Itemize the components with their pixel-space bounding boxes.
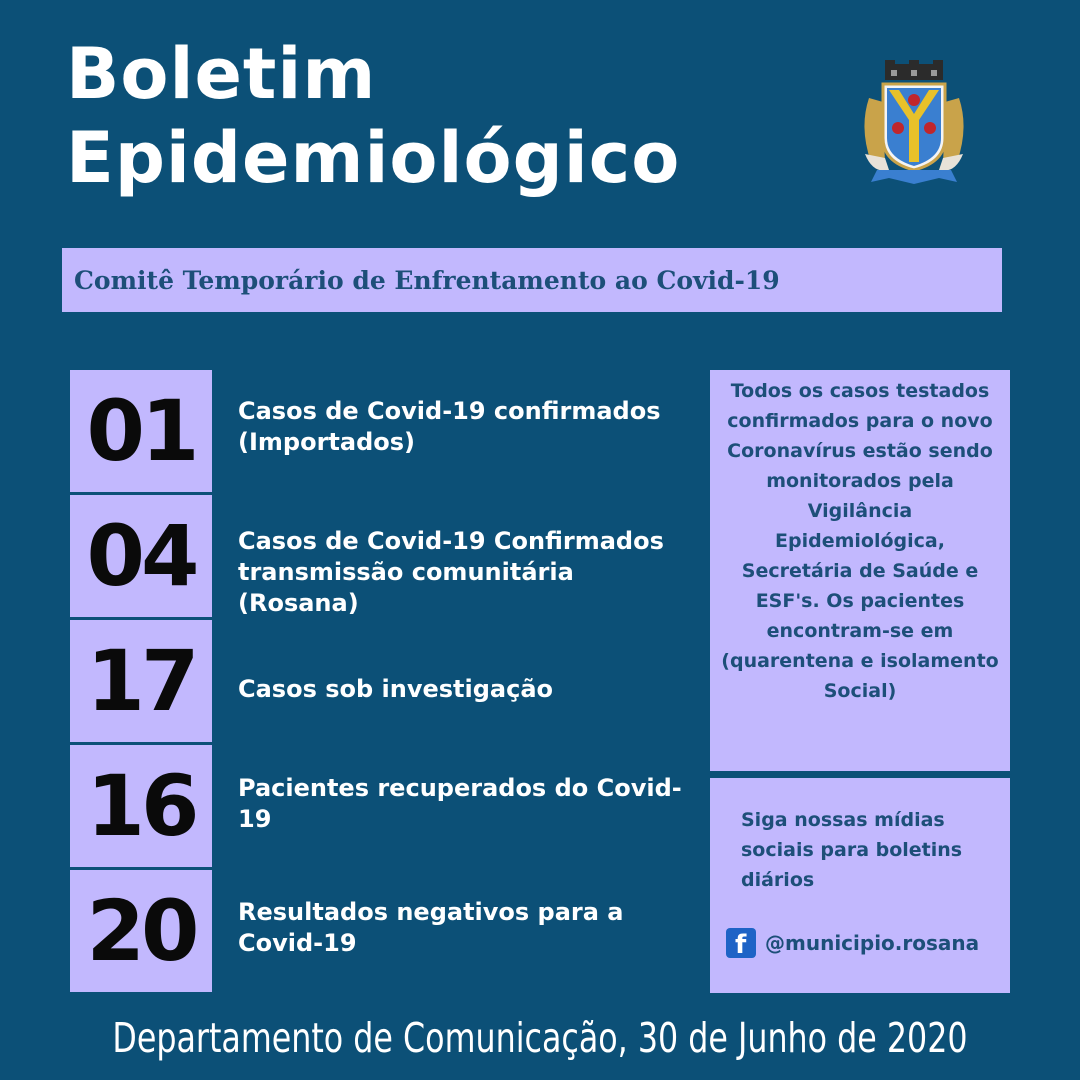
stat-label-negative-results: Resultados negativos para a Covid-19 <box>238 898 624 957</box>
stat-label-community-transmission: Casos de Covid-19 Confirmados transmissão comunitária (Rosana) <box>238 527 664 617</box>
stat-value: 16 <box>86 757 196 855</box>
social-media-text: Siga nossas mídias sociais para boletins diários <box>741 809 963 891</box>
committee-banner <box>62 248 1002 312</box>
title-line-1: Boletim <box>66 33 377 115</box>
stat-value: 17 <box>86 632 196 730</box>
facebook-icon: f <box>726 928 756 958</box>
stat-box-negative-results <box>70 870 212 992</box>
stat-box-under-investigation <box>70 620 212 742</box>
stat-value: 01 <box>86 382 196 480</box>
stat-box-recovered <box>70 745 212 867</box>
stat-label-recovered: Pacientes recuperados do Covid-19 <box>238 774 682 833</box>
footer-credit: Departamento de Comunicação, 30 de Junho de 2020 <box>112 1014 968 1062</box>
municipal-coat-of-arms-icon <box>855 58 973 190</box>
committee-title: Comitê Temporário de Enfrentamento ao Covid-19 <box>74 265 780 295</box>
stat-box-confirmed-imported <box>70 370 212 492</box>
monitoring-info-panel <box>710 370 1010 771</box>
page-title <box>66 32 680 200</box>
title-line-2: Epidemiológico <box>66 117 681 199</box>
facebook-link[interactable] <box>726 928 979 958</box>
stat-value: 20 <box>86 882 196 980</box>
stat-label-confirmed-imported: Casos de Covid-19 confirmados (Importados) <box>238 397 661 456</box>
stat-label-under-investigation: Casos sob investigação <box>238 675 554 703</box>
stat-value: 04 <box>86 507 196 605</box>
monitoring-info-text: Todos os casos testados confirmados para o novo Coronavírus estão sendo monitorados pela Vigilância Epidemiológica, Secretária de Saúde e ESF's. Os pacientes encontram-se em (quarentena e isolamento Social) <box>721 380 999 702</box>
facebook-handle: @municipio.rosana <box>765 931 980 955</box>
stat-box-community-transmission <box>70 495 212 617</box>
social-media-panel <box>710 778 1010 993</box>
